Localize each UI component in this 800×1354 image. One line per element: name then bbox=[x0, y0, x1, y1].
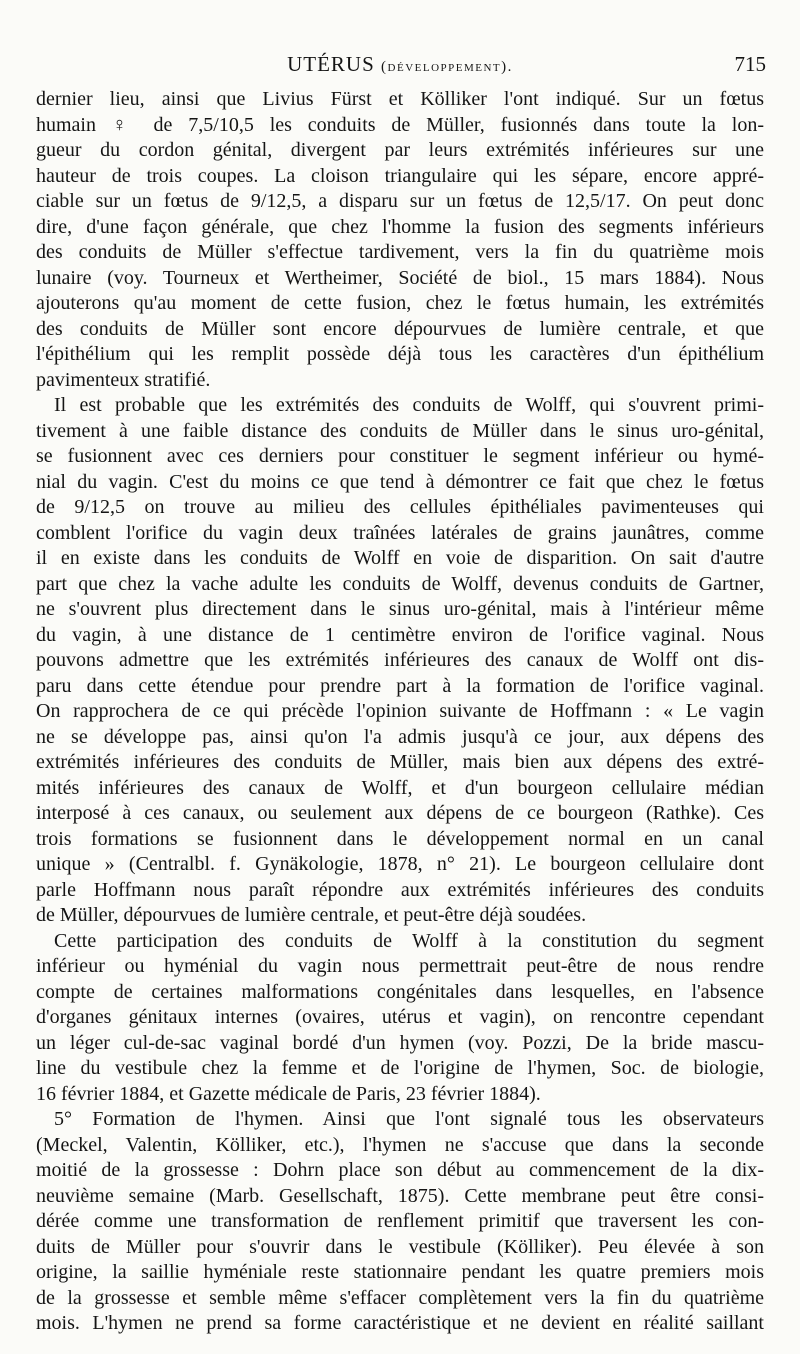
text-line: part que chez la vache adulte les conduits de Wolff, devenus conduits de Gartner, bbox=[36, 572, 764, 595]
text-line: hauteur de trois coupes. La cloison triangulaire qui les sépare, encore appré- bbox=[36, 164, 764, 187]
text-line: de Müller, dépourvues de lumière centrale, et peut-être déjà soudées. bbox=[36, 904, 587, 926]
text-line: compte de certaines malformations congénitales dans lesquelles, en l'absence bbox=[36, 980, 764, 1003]
text-line: de la grossesse et semble même s'effacer complètement vers la fin du quatrième bbox=[36, 1286, 764, 1309]
body-text bbox=[36, 87, 764, 1337]
text-line: se fusionnent avec ces derniers pour constituer le segment inférieur ou hymé- bbox=[36, 445, 764, 467]
text-line: 16 février 1884, et Gazette médicale de Paris, 23 février 1884). bbox=[36, 1082, 541, 1105]
text-line: l'épithélium qui les remplit possède déjà tous les caractères d'un épithélium bbox=[36, 343, 764, 365]
text-line: mois. L'hymen ne prend sa forme caractéristique et ne devient en réalité saillant bbox=[36, 1312, 764, 1334]
text-line: mités inférieures des canaux de Wolff, et d'un bourgeon cellulaire médian bbox=[36, 776, 764, 799]
text-line: nial du vagin. C'est du moins ce que tend à démontrer ce fait que chez le fœtus bbox=[36, 470, 764, 493]
text-line: des conduits de Müller s'effectue tardivement, vers la fin du quatrième mois bbox=[36, 241, 764, 263]
text-line: ne se développe pas, ainsi qu'on l'a admis jusqu'à ce jour, aux dépens des bbox=[36, 725, 764, 748]
text-line: pavimenteux stratifié. bbox=[36, 368, 211, 391]
text-line: ajouterons qu'au moment de cette fusion, chez le fœtus humain, les extrémités bbox=[36, 292, 764, 314]
text-line: line du vestibule chez la femme et de l'origine de l'hymen, Soc. de biologie, bbox=[36, 1057, 764, 1079]
text-line: humain ♀ de 7,5/10,5 les conduits de Müller, fusionnés dans toute la lon- bbox=[36, 113, 764, 136]
text-line: Cette participation des conduits de Wolff à la constitution du segment bbox=[54, 929, 764, 952]
text-line: interposé à ces canaux, ou seulement aux dépens de ce bourgeon (Rathke). Ces bbox=[36, 802, 764, 824]
text-line: gueur du cordon génital, divergent par leurs extrémités inférieures sur une bbox=[36, 139, 764, 161]
text-line: comblent l'orifice du vagin deux traînées latérales de grains jaunâtres, comme bbox=[36, 521, 764, 544]
text-line: pouvons admettre que les extrémités inférieures des canaux de Wolff ont dis- bbox=[36, 649, 764, 671]
running-title-subtitle: (développement). bbox=[381, 59, 513, 75]
page-header bbox=[30, 52, 770, 82]
text-line: 5° Formation de l'hymen. Ainsi que l'ont signalé tous les observateurs bbox=[54, 1108, 764, 1130]
running-title-main: UTÉRUS bbox=[287, 52, 382, 76]
text-line: dire, d'une façon générale, que chez l'homme la fusion des segments inférieurs bbox=[36, 215, 764, 238]
page-number: 715 bbox=[734, 52, 766, 76]
text-line: tivement à une faible distance des conduits de Müller dans le sinus uro-génital, bbox=[36, 419, 764, 442]
text-line: dernier lieu, ainsi que Livius Fürst et Kölliker l'ont indiqué. Sur un fœtus bbox=[36, 88, 764, 110]
text-line: (Meckel, Valentin, Kölliker, etc.), l'hymen ne s'accuse que dans la seconde bbox=[36, 1133, 764, 1156]
text-line: On rapprochera de ce qui précède l'opinion suivante de Hoffmann : « Le vagin bbox=[36, 700, 764, 722]
text-line: dérée comme une transformation de renflement primitif que traversent les con- bbox=[36, 1210, 764, 1232]
text-line: d'organes génitaux internes (ovaires, utérus et vagin), on rencontre cependant bbox=[36, 1006, 764, 1028]
text-line: extrémités inférieures des conduits de Müller, mais bien aux dépens des extré- bbox=[36, 751, 764, 773]
text-line: unique » (Centralbl. f. Gynäkologie, 1878, n° 21). Le bourgeon cellulaire dont bbox=[36, 853, 764, 875]
text-line: un léger cul-de-sac vaginal bordé d'un hymen (voy. Pozzi, De la bride mascu- bbox=[36, 1031, 764, 1054]
text-line: neuvième semaine (Marb. Gesellschaft, 1875). Cette membrane peut être consi- bbox=[36, 1184, 764, 1207]
text-line: du vagin, à une distance de 1 centimètre environ de l'orifice vaginal. Nous bbox=[36, 623, 764, 646]
text-line: paru dans cette étendue pour prendre part à la formation de l'orifice vaginal. bbox=[36, 674, 764, 697]
text-line: origine, la saillie hyméniale reste stationnaire pendant les quatre premiers mois bbox=[36, 1261, 764, 1283]
text-line: Il est probable que les extrémités des conduits de Wolff, qui s'ouvrent primi- bbox=[54, 394, 764, 416]
text-line: parle Hoffmann nous paraît répondre aux extrémités inférieures des conduits bbox=[36, 878, 764, 901]
text-line: duits de Müller pour s'ouvrir dans le vestibule (Kölliker). Peu élevée à son bbox=[36, 1235, 764, 1258]
text-line: ciable sur un fœtus de 9/12,5, a disparu sur un fœtus de 12,5/17. On peut donc bbox=[36, 190, 764, 212]
text-line: moitié de la grossesse : Dohrn place son début au commencement de la dix- bbox=[36, 1159, 764, 1181]
text-line: il en existe dans les conduits de Wolff en voie de disparition. On sait d'autre bbox=[36, 547, 764, 569]
text-line: ne s'ouvrent plus directement dans le sinus uro-génital, mais à l'intérieur même bbox=[36, 598, 764, 620]
text-line: de 9/12,5 on trouve au milieu des cellules épithéliales pavimenteuses qui bbox=[36, 496, 764, 518]
text-line: lunaire (voy. Tourneux et Wertheimer, Société de biol., 15 mars 1884). Nous bbox=[36, 266, 764, 289]
running-title bbox=[30, 52, 770, 77]
text-line: trois formations se fusionnent dans le développement normal en un canal bbox=[36, 827, 764, 850]
text-line: des conduits de Müller sont encore dépourvues de lumière centrale, et que bbox=[36, 317, 764, 340]
text-line: inférieur ou hyménial du vagin nous permettrait peut-être de nous rendre bbox=[36, 955, 764, 977]
